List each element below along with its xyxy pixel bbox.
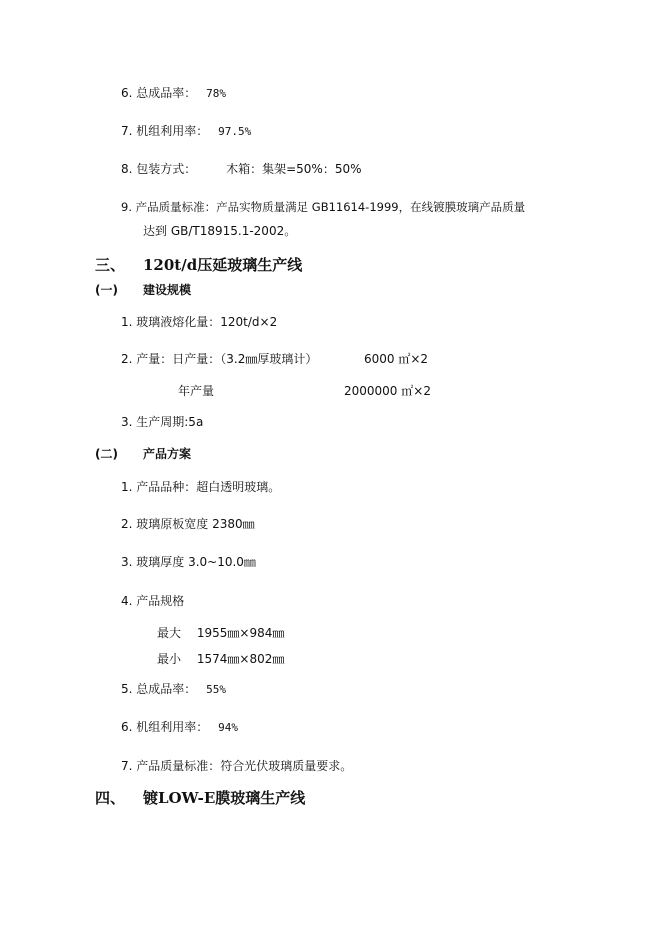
daily-output-value: 6000 ㎡×2 [364,352,429,366]
list-item-quality-standard: 7. 产品质量标准：符合光伏玻璃质量要求。 [121,759,353,773]
section-title: 镀LOW-E膜玻璃生产线 [143,789,306,807]
item-value: 78% [206,87,226,100]
item-value: 94% [218,721,238,734]
spec-value: 1574㎜×802㎜ [196,652,285,666]
section-number: 三、 [95,256,126,274]
item-label: 6. 机组利用率： [121,720,209,734]
spec-label: 最小 [157,652,182,666]
item-value: 木箱：集架=50%：50% [226,162,362,176]
item-label: 8. 包装方式： [121,162,197,176]
section-number: 四、 [95,789,126,807]
spec-max [157,626,284,640]
spec-value: 1955㎜×984㎜ [196,626,285,640]
spec-label: 最大 [157,626,182,640]
subsection-number: (二) [95,447,118,461]
item-label: 6. 总成品率： [121,86,197,100]
list-item-quality-standard: 9. 产品质量标准：产品实物质量满足 GB11614-1999，在线镀膜玻璃产品质量 [121,200,526,214]
list-item-sheet-width: 2. 玻璃原板宽度 2380㎜ [121,517,255,531]
list-item-product-type: 1. 产品品种：超白透明玻璃。 [121,480,281,494]
item-value: 55% [206,683,226,696]
list-item-unit-utilization [121,720,238,735]
list-item-quality-standard-cont: 达到 GB/T18915.1-2002。 [143,224,297,238]
annual-output-label: 年产量 [178,384,215,398]
spec-min [157,652,284,666]
list-item-packaging [121,162,362,176]
list-item-unit-utilization [121,124,251,139]
list-item-product-spec: 4. 产品规格 [121,594,185,608]
item-label: 7. 机组利用率： [121,124,209,138]
list-item-total-yield [121,682,226,697]
list-item-daily-output [121,352,317,366]
list-item-melting-capacity: 1. 玻璃液熔化量：120t/d×2 [121,315,278,329]
list-item-glass-thickness: 3. 玻璃厚度 3.0~10.0㎜ [121,555,256,569]
subsection-title: 产品方案 [143,447,192,461]
subsection-number: (一) [95,283,118,297]
item-label: 2. 产量：日产量：（3.2㎜厚玻璃计） [121,352,318,366]
item-label: 5. 总成品率： [121,682,197,696]
list-item-production-cycle: 3. 生产周期:5a [121,415,204,429]
list-item-total-yield [121,86,226,101]
annual-output-value: 2000000 ㎡×2 [344,384,431,398]
item-value: 97.5% [218,125,252,138]
subsection-title: 建设规模 [143,283,192,297]
section-title: 120t/d压延玻璃生产线 [143,256,303,274]
